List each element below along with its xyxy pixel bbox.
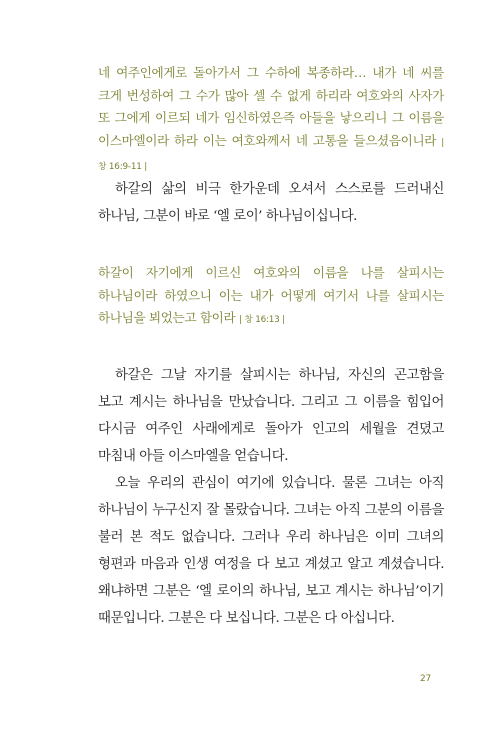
paragraph-1-text: 하갈의 삶의 비극 한가운데 오셔서 스스로를 드러내신 하나님, 그분이 바로 ‘엘 로이’ 하나님이십니다. [98, 182, 444, 224]
scripture-quote-1 [98, 62, 444, 179]
paragraph-3: 오늘 우리의 관심이 여기에 있습니다. 물론 그녀는 아직 하나님이 누구신지 잘 몰랐습니다. 그녀는 아직 그분의 이름을 불러 본 적도 없습니다. 그러나 우리 하나님은 이미 그녀의 형편과 마음과 인생 여정을 다 보고 계셨고 알고 계셨습니다. 왜냐하면 그분은 ‘엘 로이의 하나님, 보고 계시는 하나님’이기 때문입니다. 그분은 다 보십니다. 그분은 다 아십니다. [98, 476, 444, 626]
scripture-quote-2 [98, 262, 444, 332]
paragraph-1 [98, 176, 444, 230]
paragraph-2: 하갈은 그날 자기를 살피시는 하나님, 자신의 곤고함을 보고 계시는 하나님을 만났습니다. 그리고 그 이름을 힘입어 다시금 여주인 사래에게로 돌아가 인고의 세월을 견뎠고 마침내 아들 이스마엘을 얻습니다. [98, 368, 444, 464]
scripture-quote-2-reference: | 창 16:13 | [238, 315, 285, 326]
scripture-quote-2-text: 하갈이 자기에게 이르신 여호와의 이름을 나를 살피시는 하나님이라 하였으니 이는 내가 어떻게 여기서 나를 살피시는 하나님을 뵈었는고 함이라 [98, 265, 444, 326]
main-body [98, 362, 444, 632]
scripture-quote-1-text: 네 여주인에게로 돌아가서 그 수하에 복종하라… 내가 네 씨를 크게 번성하여 그 수가 많아 셀 수 없게 하리라 여호와의 사자가 또 그에게 이르되 네가 임신하였은즉 아들을 낳으리니 그 이름을 이스마엘이라 하라 이는 여호와께서 네 고통을 들으셨음이니라 [98, 65, 444, 148]
page-number: 27 [420, 674, 432, 684]
scripture-quote-1-reference: | 창 16:9-11 | [98, 137, 445, 173]
